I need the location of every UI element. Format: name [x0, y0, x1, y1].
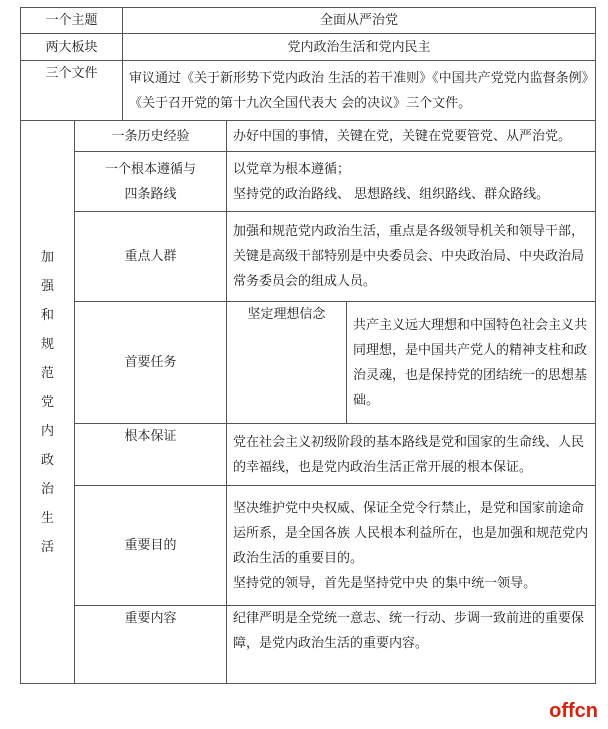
purpose-value-2: 坚持党的领导，首先是坚持党中央 的集中统一领导。 [233, 575, 537, 591]
guarantee-value: 党在社会主义初级阶段的基本路线是党和国家的生命线、人民的幸福线，也是党内政治生活正常开展的根本保证。 [227, 424, 596, 486]
purpose-value: 坚决维护党中央权威、保证全党令行禁止，是党和国家前途命运所系，是全国各族 人民根本利益所在，也是加强和规范党内政治生活的重要目的。 [233, 500, 589, 566]
history-label: 一条历史经验 [75, 121, 227, 152]
offcn-watermark: offcn [549, 700, 598, 722]
row-theme [21, 8, 596, 34]
purpose-label: 重要目的 [75, 486, 227, 606]
content-label: 重要内容 [75, 606, 227, 684]
key-group-value: 加强和规范党内政治生活，重点是各级领导机关和领导干部，关键是高级干部特别是中央委员会、中央政治局、中央政治局常务委员会的组成人员。 [227, 212, 596, 302]
guarantee-label: 根本保证 [75, 424, 227, 486]
row-documents [21, 61, 596, 121]
sections-value: 党内政治生活和党内民主 [123, 34, 596, 61]
theme-value: 全面从严治党 [123, 8, 596, 34]
key-group-label: 重点人群 [75, 212, 227, 302]
purpose-cell [227, 486, 596, 606]
primary-task-label: 首要任务 [75, 302, 227, 424]
row-history [21, 121, 596, 152]
group-label: 加 强 和 规 范 党 内 政 治 生 活 [21, 121, 75, 684]
primary-task-value: 共产主义远大理想和中国特色社会主义共同理想，是中国共产党人的精神支柱和政治灵魂，也是保持党的团结统一的思想基础。 [347, 302, 596, 424]
row-routes [21, 152, 596, 212]
row-sections [21, 34, 596, 61]
row-guarantee [21, 424, 596, 486]
document-table [20, 7, 596, 684]
routes-label: 一个根本遵循与 四条路线 [75, 152, 227, 212]
row-key-group [21, 212, 596, 302]
primary-task-sub: 坚定理想信念 [227, 302, 347, 424]
content-value: 纪律严明是全党统一意志、统一行动、步调一致前进的重要保障，是党内政治生活的重要内容。 [227, 606, 596, 684]
sections-label: 两大板块 [21, 34, 123, 61]
routes-value: 以党章为根本遵循； 坚持党的政治路线、 思想路线、组织路线、群众路线。 [227, 152, 596, 212]
row-content [21, 606, 596, 684]
history-value: 办好中国的事情，关键在党，关键在党要管党、从严治党。 [227, 121, 596, 152]
theme-label: 一个主题 [21, 8, 123, 34]
documents-label: 三个文件 [21, 61, 123, 121]
row-purpose [21, 486, 596, 606]
documents-value: 审议通过《关于新形势下党内政治 生活的若干准则》《中国共产党党内监督条例》《关于召开党的第十九次全国代表大 会的决议》三个文件。 [123, 61, 596, 121]
row-primary-task [21, 302, 596, 424]
